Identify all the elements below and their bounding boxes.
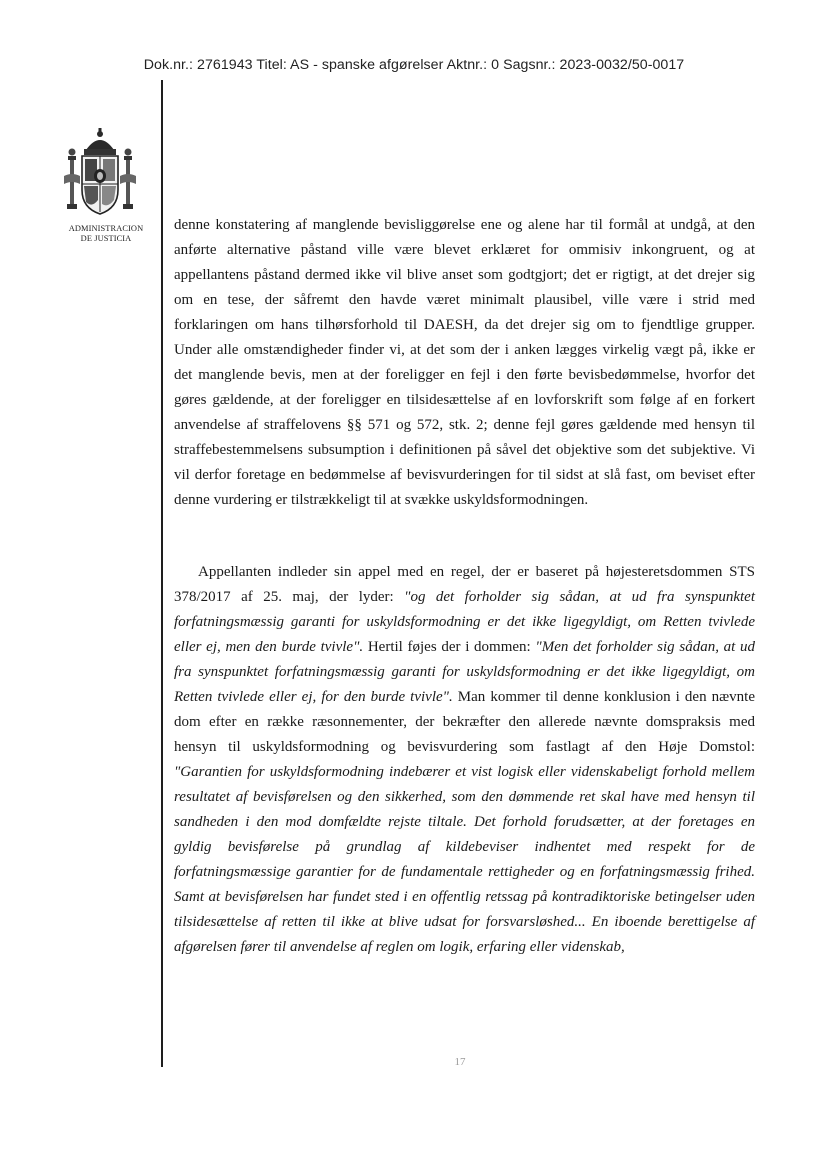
text-line	[174, 585, 755, 610]
text-line: anvendelse af straffelovens §§ 571 og 572, stk. 2; denne fejl gøres gældende med hensyn til	[174, 417, 755, 433]
text-line: dom efter en række ræsonnementer, der bekræfter den allerede nævnte domspraksis med	[174, 714, 755, 730]
coat-of-arms-icon	[62, 128, 138, 220]
institution-label-line1: ADMINISTRACION	[68, 224, 144, 233]
quote-run: eller ej, men den burde tvivle".	[174, 639, 364, 655]
text-line: hensyn til uskyldsformodning og bevisvurdering som fastlagt af den Høje Domstol:	[174, 739, 755, 755]
text-run: Hertil føjes der i dommen:	[363, 639, 536, 655]
text-line: Under alle omstændigheder finder vi, at det som der i anken lægges virkelig vægt på, ikke er	[174, 342, 755, 358]
quote-run: "og det forholder sig sådan, at ud fra synspunktet	[404, 589, 755, 605]
text-line: denne konstatering af manglende bevisliggørelse ene og alene har til formål at undgå, at den	[174, 217, 755, 233]
paragraph-2	[174, 560, 755, 960]
quote-line: Samt at bevisførelsen har fundet sted i en offentlig retssag på kontradiktoriske betingelser uden	[174, 889, 755, 905]
text-line: vil derfor foretage en bedømmelse af bevisvurderingen for til sidst at slå fast, om beviset efter	[174, 467, 755, 483]
text-line: om en tese, der såfremt den havde været minimalt plausibel, ville være i strid med	[174, 292, 755, 308]
quote-line: sandheden i den mod domfældte rejste tiltale. Det forhold forudsætter, at der foretages en	[174, 814, 755, 830]
text-line: denne vurdering er tilstrækkeligt til at svække uskyldsformodningen.	[174, 492, 589, 508]
quote-run: "Men det forholder sig sådan, at ud	[535, 639, 755, 655]
quote-line: afgørelsen fører til anvendelse af reglen om logik, erfaring eller videnskab,	[174, 939, 625, 955]
text-line	[174, 635, 755, 660]
text-line: det manglende bevis, men at der foreligger en fejl i den førte bevisbedømmelse, hvorfor det	[174, 367, 755, 383]
institution-label	[56, 224, 156, 244]
institution-label-line2: DE JUSTICIA	[80, 234, 132, 243]
quote-line: forfatningsmæssig garanti for uskyldsformodning er det ikke ligegyldigt, om Retten tvivlede	[174, 614, 755, 630]
page-number: 17	[454, 1056, 466, 1068]
text-line: forklaringen om hans tilhørsforhold til DAESH, da det drejer sig om to fjendtlige grupper.	[174, 317, 755, 333]
quote-line: "Garantien for uskyldsformodning indebærer et vist logisk eller videnskabeligt forhold mellem	[174, 764, 755, 780]
document-body	[174, 213, 755, 960]
text-line: straffebestemmelsens subsumption i definitionen på såvel det objektive som det subjektive. Vi	[174, 442, 755, 458]
margin-rule	[161, 80, 163, 1067]
paragraph-1	[174, 213, 755, 513]
text-line: appellantens påstand dermed ikke vil blive anset som godtgjort; det er rigtigt, at det drejer sig	[174, 267, 755, 283]
quote-line: fra synspunktet forfatningsmæssig garanti for uskyldsformodning er det ikke ligegyldigt, om	[174, 664, 755, 680]
text-run: 378/2017 af 25. maj, der lyder:	[174, 589, 405, 605]
text-line: gøres gældende, at der foreligger en tilsidesættelse af en lovforskrift som følge af en forkert	[174, 392, 755, 408]
paragraph-gap	[174, 513, 755, 560]
quote-run: Retten tvivlede eller ej, for den burde tvivle".	[174, 689, 453, 705]
text-line: anførte alternative påstand ville være blevet erklæret for ommisiv inkongruent, og at	[174, 242, 755, 258]
quote-line: resultatet af bevisførelsen og den sikkerhed, som den dømmende ret skal have med hensyn til	[174, 789, 755, 805]
text-run: Man kommer til denne konklusion i den nævnte	[452, 689, 755, 705]
document-header: Dok.nr.: 2761943 Titel: AS - spanske afgørelser Aktnr.: 0 Sagsnr.: 2023-0032/50-0017	[143, 57, 685, 73]
quote-line: forfatningsmæssige garantier for de fundamentale rettigheder og en forfatningsmæssig frihed.	[174, 864, 755, 880]
text-line	[174, 685, 755, 710]
text-line: Appellanten indleder sin appel med en regel, der er baseret på højesteretsdommen STS	[198, 564, 755, 580]
quote-line: tilsidesættelse af retten til ikke at blive udsat for forsvarsløshed... En iboende berettigelse af	[174, 914, 755, 930]
quote-line: gyldig bevisførelse på grundlag af kildebeviser indhentet med respekt for de	[174, 839, 755, 855]
